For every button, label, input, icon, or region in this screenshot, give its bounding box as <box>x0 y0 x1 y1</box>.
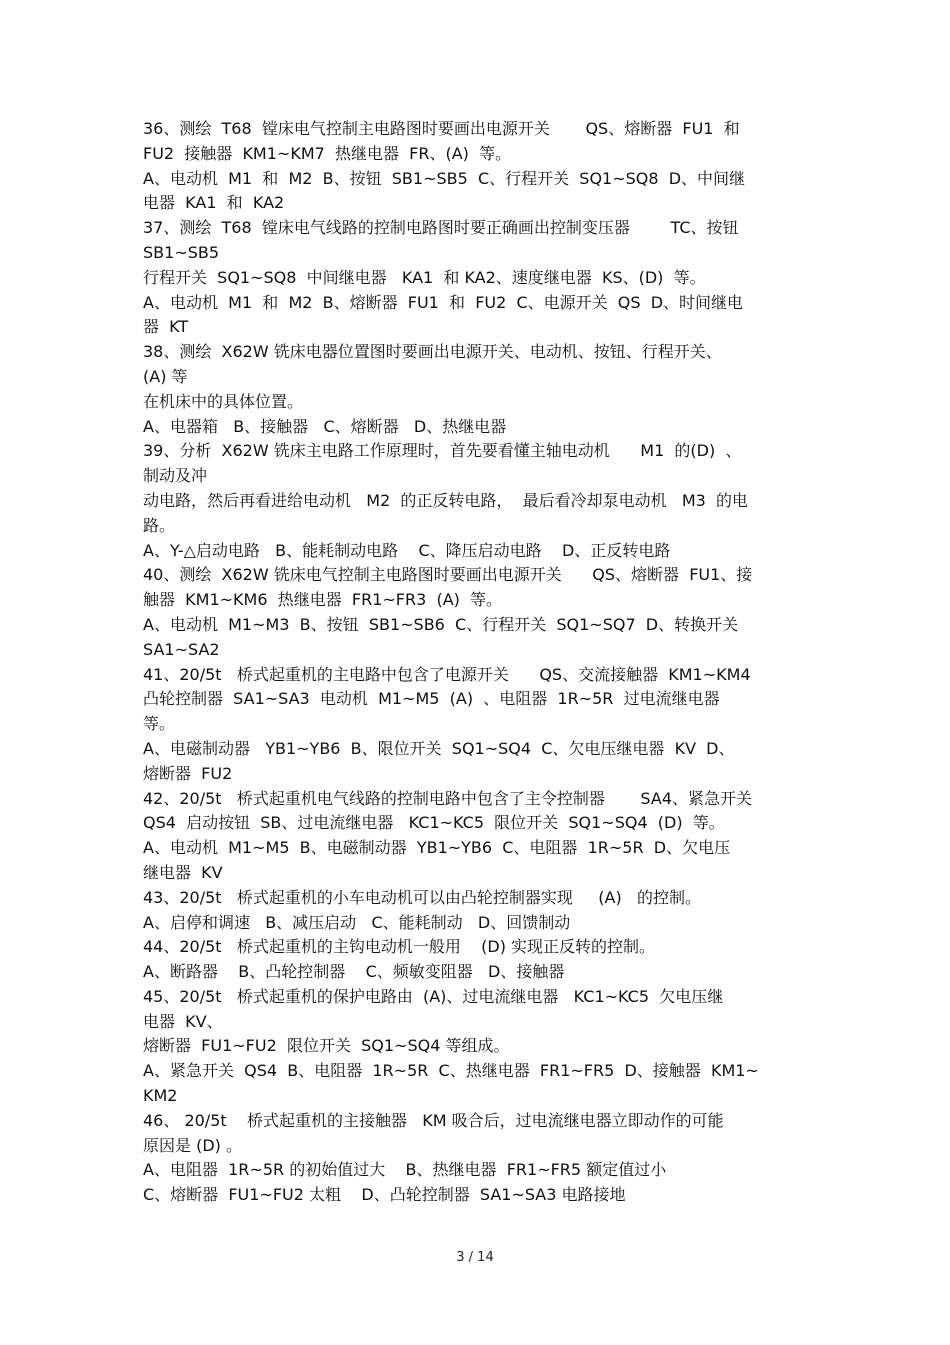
text-line: 37、测绘 T68 镗床电气线路的控制电路图时要正确画出控制变压器 TC、按钮 <box>143 218 739 238</box>
text-line: 继电器 KV <box>143 862 223 882</box>
text-line: 等。 <box>143 714 176 734</box>
text-line: 器 KT <box>143 317 189 337</box>
text-line: 制动及冲 <box>143 466 208 486</box>
page-number: 3 / 14 <box>456 1250 494 1265</box>
text-line: 路。 <box>143 515 176 535</box>
text-line: 原因是 (D) 。 <box>143 1135 242 1155</box>
text-line: 触器 KM1~KM6 热继电器 FR1~FR3 (A) 等。 <box>143 590 503 610</box>
text-line: A、电动机 M1 和 M2 B、熔断器 FU1 和 FU2 C、电源开关 QS D、时间继电 <box>143 292 744 312</box>
text-line: 动电路，然后再看进给电动机 M2 的正反转电路， 最后看冷却泵电动机 M3 的电 <box>143 490 749 510</box>
text-line: (A) 等 <box>143 366 188 386</box>
document-body <box>143 117 811 1208</box>
text-line: 熔断器 FU2 <box>143 763 233 783</box>
text-line: KM2 <box>143 1086 178 1106</box>
text-line: A、紧急开关 QS4 B、电阻器 1R~5R C、热继电器 FR1~FR5 D、接触器 KM1~ <box>143 1061 759 1081</box>
text-line: 44、20/5t 桥式起重机的主钩电动机一般用 (D) 实现正反转的控制。 <box>143 937 656 957</box>
text-line: 46、 20/5t 桥式起重机的主接触器 KM 吸合后，过电流继电器立即动作的可能 <box>143 1110 724 1130</box>
text-line: 42、20/5t 桥式起重机电气线路的控制电路中包含了主令控制器 SA4、紧急开关 <box>143 788 753 808</box>
text-line: A、电阻器 1R~5R 的初始值过大 B、热继电器 FR1~FR5 额定值过小 <box>143 1160 667 1180</box>
text-line: 熔断器 FU1~FU2 限位开关 SQ1~SQ4 等组成。 <box>143 1036 510 1056</box>
text-line: 在机床中的具体位置。 <box>143 391 304 411</box>
text-line: 电器 KA1 和 KA2 <box>143 193 285 213</box>
text-line: A、电动机 M1~M3 B、按钮 SB1~SB6 C、行程开关 SQ1~SQ7 D、转换开关 <box>143 614 739 634</box>
text-line: 电器 KV、 <box>143 1011 223 1031</box>
text-line: A、电动机 M1 和 M2 B、按钮 SB1~SB5 C、行程开关 SQ1~SQ8 D、中间继 <box>143 168 746 188</box>
text-line: C、熔断器 FU1~FU2 太粗 D、凸轮控制器 SA1~SA3 电路接地 <box>143 1185 626 1205</box>
text-line: 凸轮控制器 SA1~SA3 电动机 M1~M5 (A) 、电阻器 1R~5R 过电流继电器 <box>143 689 720 709</box>
text-line: 39、分析 X62W 铣床主电路工作原理时，首先要看懂主轴电动机 M1 的(D) 、 <box>143 441 742 461</box>
text-line: A、Y-△启动电路 B、能耗制动电路 C、降压启动电路 D、正反转电路 <box>143 540 671 560</box>
text-line: A、启停和调速 B、减压启动 C、能耗制动 D、回馈制动 <box>143 912 571 932</box>
text-line: 36、测绘 T68 镗床电气控制主电路图时要画出电源开关 QS、熔断器 FU1 和 <box>143 119 740 138</box>
text-line: A、断路器 B、凸轮控制器 C、频敏变阻器 D、接触器 <box>143 962 565 982</box>
text-line: SB1~SB5 <box>143 242 220 262</box>
text-line: FU2 接触器 KM1~KM7 热继电器 FR、(A) 等。 <box>143 143 512 163</box>
text-line: 38、测绘 X62W 铣床电器位置图时要画出电源开关、电动机、按钮、行程开关、 <box>143 342 722 362</box>
text-line: 43、20/5t 桥式起重机的小车电动机可以由凸轮控制器实现 (A) 的控制。 <box>143 887 701 907</box>
text-line: 行程开关 SQ1~SQ8 中间继电器 KA1 和 KA2、速度继电器 KS、(D) 等。 <box>143 267 706 287</box>
text-line: SA1~SA2 <box>143 639 220 659</box>
text-line: 45、20/5t 桥式起重机的保护电路由 (A)、过电流继电器 KC1~KC5 欠电压继 <box>143 986 724 1006</box>
text-line: QS4 启动按钮 SB、过电流继电器 KC1~KC5 限位开关 SQ1~SQ4 (D) 等。 <box>143 813 725 833</box>
text-line: A、电动机 M1~M5 B、电磁制动器 YB1~YB6 C、电阻器 1R~5R D、欠电压 <box>143 838 731 858</box>
text-line: A、电磁制动器 YB1~YB6 B、限位开关 SQ1~SQ4 C、欠电压继电器 KV D、 <box>143 738 735 758</box>
text-line: A、电器箱 B、接触器 C、熔断器 D、热继电器 <box>143 416 507 436</box>
text-line: 41、20/5t 桥式起重机的主电路中包含了电源开关 QS、交流接触器 KM1~KM4 <box>143 664 751 684</box>
text-line: 40、测绘 X62W 铣床电气控制主电路图时要画出电源开关 QS、熔断器 FU1、接 <box>143 565 753 585</box>
